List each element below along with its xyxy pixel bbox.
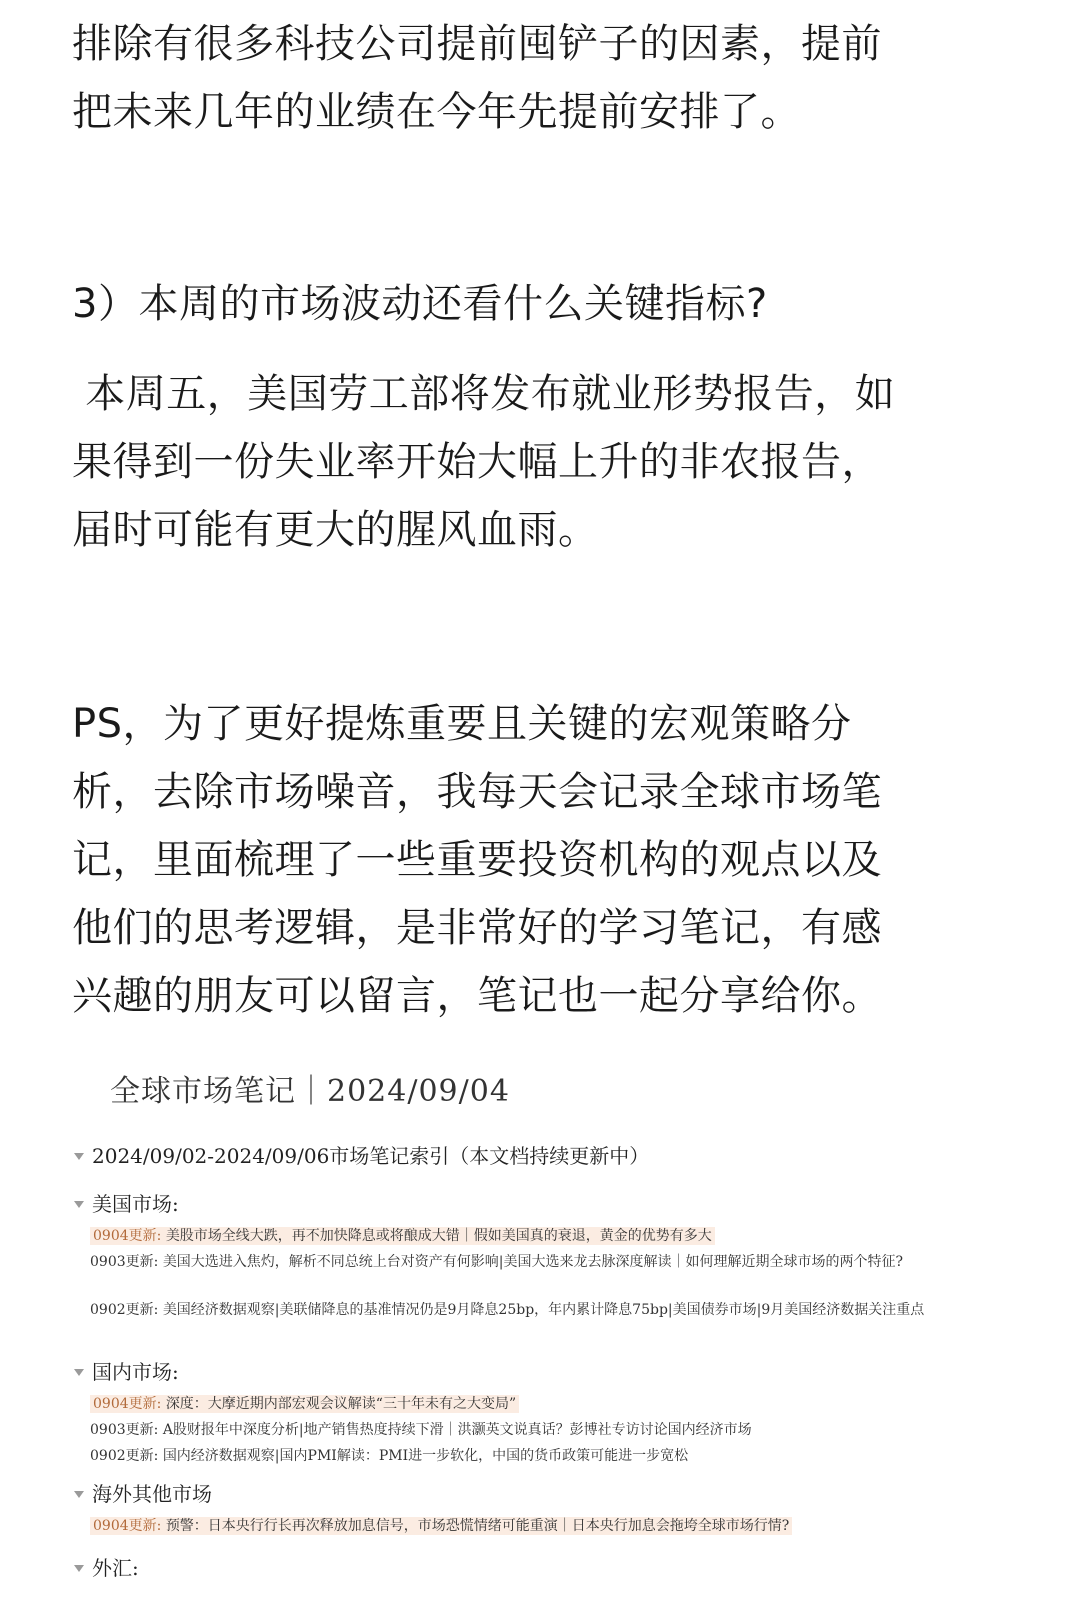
note-prefix: 0902更新:: [90, 1448, 159, 1464]
section-title: 外汇:: [92, 1556, 139, 1580]
section-toggle-overseas[interactable]: [72, 1480, 212, 1508]
paragraph-3: 本周五，美国劳工部将发布就业形势报告，如 果得到一份失业率开始大幅上升的非农报告， 届时可能有更大的腥风血雨。: [72, 371, 896, 553]
note-prefix: 0904更新:: [93, 1396, 162, 1412]
note-line[interactable]: [90, 1251, 970, 1273]
highlight: [90, 1227, 715, 1245]
paragraph-2: 3）本周的市场波动还看什么关键指标?: [72, 281, 768, 327]
section-title: 美国市场:: [92, 1192, 179, 1216]
caret-down-icon: [74, 1369, 84, 1376]
index-heading: 2024/09/02-2024/09/06市场笔记索引（本文档持续更新中）: [92, 1144, 650, 1168]
note-text: 预警：日本央行行长再次释放加息信号，市场恐慌情绪可能重演｜日本央行加息会拖垮全球市场行情?: [165, 1518, 790, 1534]
section-title: 海外其他市场: [92, 1482, 212, 1506]
paragraph-1: 排除有很多科技公司提前囤铲子的因素，提前 把未来几年的业绩在今年先提前安排了。: [72, 21, 882, 135]
note-line[interactable]: [90, 1515, 970, 1537]
notes-title: 全球市场笔记｜2024/09/04: [110, 1074, 510, 1109]
caret-down-icon: [74, 1201, 84, 1208]
note-line[interactable]: [90, 1419, 970, 1441]
section-toggle-domestic[interactable]: [72, 1358, 179, 1386]
highlight: [90, 1395, 519, 1413]
section-title: 国内市场:: [92, 1360, 179, 1384]
highlight: [90, 1517, 792, 1535]
note-text: 美股市场全线大跌，再不加快降息或将酿成大错｜假如美国真的衰退，黄金的优势有多大: [165, 1228, 712, 1244]
note-text: 深度：大摩近期内部宏观会议解读“三十年未有之大变局”: [165, 1396, 517, 1412]
note-line[interactable]: [90, 1299, 970, 1321]
note-line[interactable]: [90, 1393, 970, 1415]
note-text: 美国经济数据观察|美联储降息的基准情况仍是9月降息25bp，年内累计降息75bp|美国债券市场|9月美国经济数据关注重点: [162, 1302, 925, 1318]
note-text: 国内经济数据观察|国内PMI解读：PMI进一步软化，中国的货币政策可能进一步宽松: [162, 1448, 689, 1464]
caret-down-icon: [74, 1491, 84, 1498]
note-text: A股财报年中深度分析|地产销售热度持续下滑｜洪灏英文说真话？彭博社专访讨论国内经济市场: [162, 1422, 752, 1438]
caret-down-icon: [74, 1153, 84, 1160]
section-toggle-us[interactable]: [72, 1190, 179, 1218]
note-line[interactable]: [90, 1445, 970, 1467]
section-toggle-fx[interactable]: [72, 1554, 139, 1582]
note-prefix: 0902更新:: [90, 1302, 159, 1318]
note-prefix: 0904更新:: [93, 1518, 162, 1534]
index-toggle[interactable]: [72, 1142, 649, 1170]
note-prefix: 0904更新:: [93, 1228, 162, 1244]
paragraph-4: PS，为了更好提炼重要且关键的宏观策略分 析，去除市场噪音，我每天会记录全球市场笔 记，里面梳理了一些重要投资机构的观点以及 他们的思考逻辑，是非常好的学习笔记，有感 兴趣的朋友可以留言，笔记也一起分享给你。: [72, 701, 882, 1019]
note-prefix: 0903更新:: [90, 1254, 159, 1270]
note-prefix: 0903更新:: [90, 1422, 159, 1438]
note-text: 美国大选进入焦灼，解析不同总统上台对资产有何影响|美国大选来龙去脉深度解读｜如何理解近期全球市场的两个特征?: [162, 1254, 904, 1270]
caret-down-icon: [74, 1565, 84, 1572]
note-line[interactable]: [90, 1225, 970, 1247]
